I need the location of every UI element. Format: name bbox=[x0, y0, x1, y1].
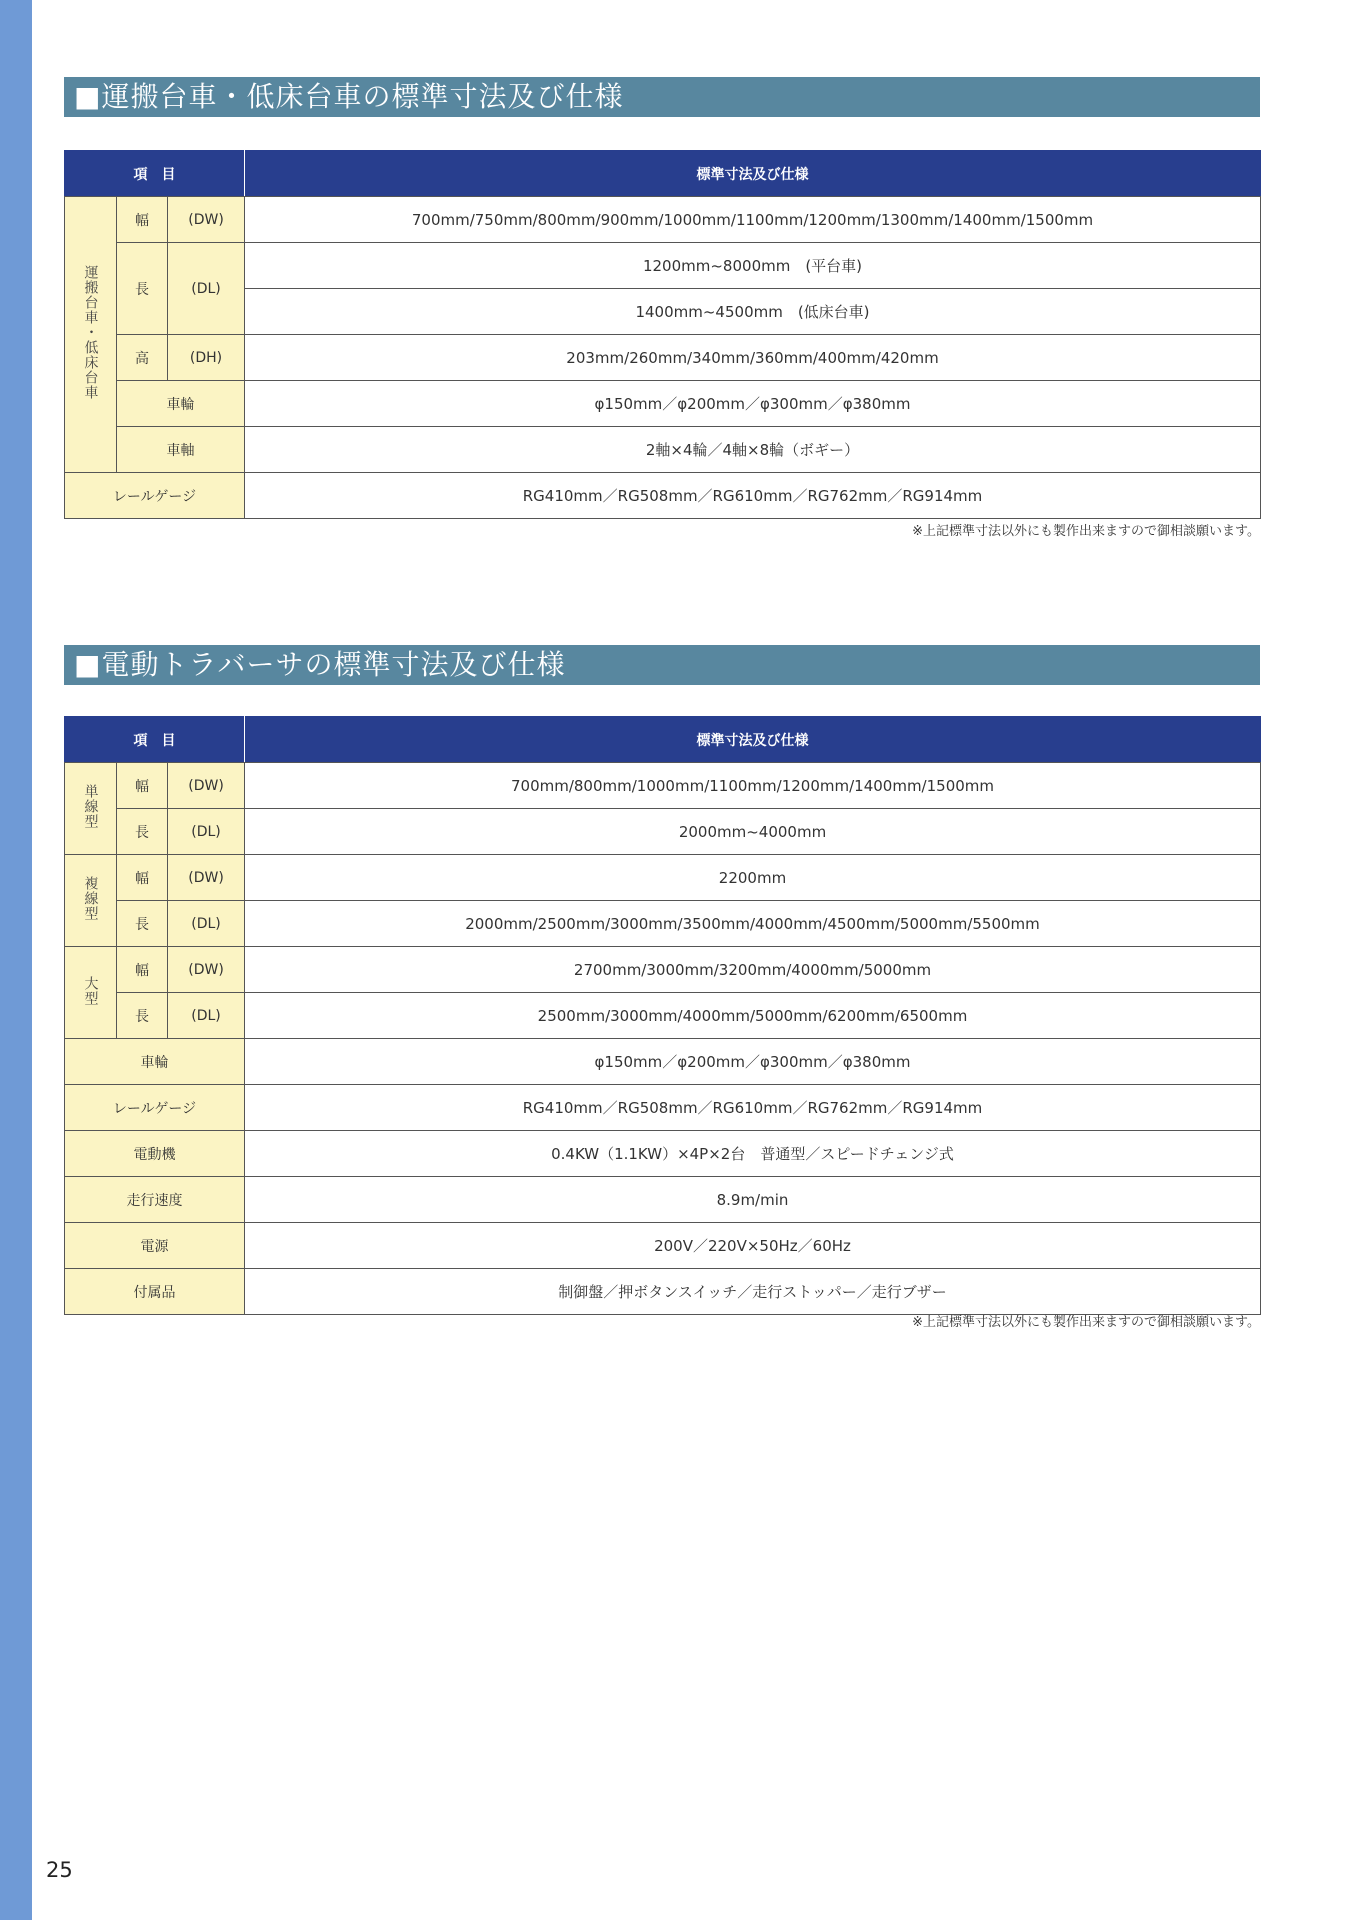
row-label: 電源 bbox=[65, 1223, 245, 1269]
row-value: 200V／220V×50Hz／60Hz bbox=[245, 1223, 1261, 1269]
table-row bbox=[65, 335, 1261, 381]
table-header-row bbox=[65, 717, 1261, 763]
row-value: φ150mm／φ200mm／φ300mm／φ380mm bbox=[245, 1039, 1261, 1085]
table-row bbox=[65, 381, 1261, 427]
table-row bbox=[65, 855, 1261, 901]
footnote: ※上記標準寸法以外にも製作出来ますので御相談願います。 bbox=[912, 1315, 1260, 1330]
table-row bbox=[65, 473, 1261, 519]
section2-title: ■電動トラバーサの標準寸法及び仕様 bbox=[64, 645, 1260, 685]
row-value: 2軸×4輪／4軸×8輪（ボギー） bbox=[245, 427, 1261, 473]
row-code: (DW) bbox=[168, 197, 245, 243]
table-row bbox=[65, 763, 1261, 809]
header-spec: 標準寸法及び仕様 bbox=[245, 717, 1261, 763]
table-row bbox=[65, 1039, 1261, 1085]
row-value: 1400mm~4500mm (低床台車) bbox=[245, 289, 1261, 335]
row-label: レールゲージ bbox=[65, 473, 245, 519]
row-code: (DL) bbox=[168, 809, 245, 855]
row-label: 走行速度 bbox=[65, 1177, 245, 1223]
row-label: 幅 bbox=[117, 947, 168, 993]
row-label: 幅 bbox=[117, 197, 168, 243]
row-value: 8.9m/min bbox=[245, 1177, 1261, 1223]
row-label: 高 bbox=[117, 335, 168, 381]
group-label-double: 複線型 bbox=[65, 855, 117, 947]
row-code: (DW) bbox=[168, 855, 245, 901]
row-label: 長 bbox=[117, 993, 168, 1039]
table-row bbox=[65, 197, 1261, 243]
row-label: 長 bbox=[117, 901, 168, 947]
header-spec: 標準寸法及び仕様 bbox=[245, 151, 1261, 197]
table-row bbox=[65, 1177, 1261, 1223]
table-row bbox=[65, 243, 1261, 289]
group-label-cart: 運搬台車・低床台車 bbox=[65, 197, 117, 473]
row-value: 2700mm/3000mm/3200mm/4000mm/5000mm bbox=[245, 947, 1261, 993]
table-row bbox=[65, 1085, 1261, 1131]
table-row bbox=[65, 427, 1261, 473]
row-code: (DL) bbox=[168, 243, 245, 335]
row-value: 700mm/750mm/800mm/900mm/1000mm/1100mm/1200mm/1300mm/1400mm/1500mm bbox=[245, 197, 1261, 243]
row-label: レールゲージ bbox=[65, 1085, 245, 1131]
row-label: 車輪 bbox=[117, 381, 245, 427]
row-code: (DW) bbox=[168, 763, 245, 809]
row-label: 幅 bbox=[117, 763, 168, 809]
row-value: 2000mm/2500mm/3000mm/3500mm/4000mm/4500mm/5000mm/5500mm bbox=[245, 901, 1261, 947]
row-value: 203mm/260mm/340mm/360mm/400mm/420mm bbox=[245, 335, 1261, 381]
row-value: 1200mm~8000mm (平台車) bbox=[245, 243, 1261, 289]
table-row bbox=[65, 809, 1261, 855]
row-code: (DW) bbox=[168, 947, 245, 993]
row-label: 長 bbox=[117, 243, 168, 335]
table-row bbox=[65, 1131, 1261, 1177]
row-value: 2200mm bbox=[245, 855, 1261, 901]
row-code: (DH) bbox=[168, 335, 245, 381]
row-code: (DL) bbox=[168, 901, 245, 947]
table-row bbox=[65, 947, 1261, 993]
row-value: RG410mm／RG508mm／RG610mm／RG762mm／RG914mm bbox=[245, 1085, 1261, 1131]
row-value: 0.4KW（1.1KW）×4P×2台 普通型／スピードチェンジ式 bbox=[245, 1131, 1261, 1177]
row-label: 幅 bbox=[117, 855, 168, 901]
row-code: (DL) bbox=[168, 993, 245, 1039]
row-value: 2000mm~4000mm bbox=[245, 809, 1261, 855]
row-label: 長 bbox=[117, 809, 168, 855]
side-color-band bbox=[0, 0, 32, 1920]
row-label: 付属品 bbox=[65, 1269, 245, 1315]
row-value: RG410mm／RG508mm／RG610mm／RG762mm／RG914mm bbox=[245, 473, 1261, 519]
table-row bbox=[65, 1223, 1261, 1269]
row-value: 700mm/800mm/1000mm/1100mm/1200mm/1400mm/1500mm bbox=[245, 763, 1261, 809]
table-row bbox=[65, 1269, 1261, 1315]
row-label: 電動機 bbox=[65, 1131, 245, 1177]
row-value: φ150mm／φ200mm／φ300mm／φ380mm bbox=[245, 381, 1261, 427]
page-number: 25 bbox=[46, 1858, 73, 1882]
group-label-large: 大型 bbox=[65, 947, 117, 1039]
cart-spec-table bbox=[64, 150, 1261, 519]
header-item: 項 目 bbox=[65, 151, 245, 197]
table-row bbox=[65, 901, 1261, 947]
row-value: 制御盤／押ボタンスイッチ／走行ストッパー／走行ブザー bbox=[245, 1269, 1261, 1315]
table-header-row bbox=[65, 151, 1261, 197]
footnote: ※上記標準寸法以外にも製作出来ますので御相談願います。 bbox=[912, 524, 1260, 539]
header-item: 項 目 bbox=[65, 717, 245, 763]
row-label: 車輪 bbox=[65, 1039, 245, 1085]
group-label-single: 単線型 bbox=[65, 763, 117, 855]
traverser-spec-table bbox=[64, 716, 1261, 1315]
section1-title: ■運搬台車・低床台車の標準寸法及び仕様 bbox=[64, 77, 1260, 117]
table-row bbox=[65, 993, 1261, 1039]
row-value: 2500mm/3000mm/4000mm/5000mm/6200mm/6500mm bbox=[245, 993, 1261, 1039]
row-label: 車軸 bbox=[117, 427, 245, 473]
table-row bbox=[65, 289, 1261, 335]
